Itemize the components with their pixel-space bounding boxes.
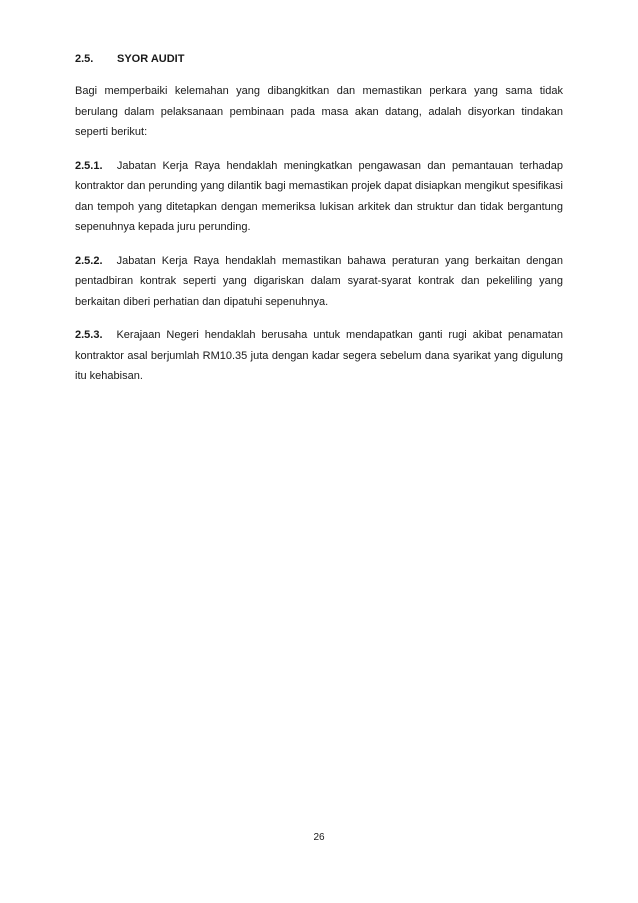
section-title: SYOR AUDIT [117, 53, 185, 65]
recommendation-number: 2.5.1. [75, 159, 103, 172]
intro-paragraph: Bagi memperbaiki kelemahan yang dibangkitkan dan memastikan perkara yang sama tidak berulang dalam pelaksanaan pembinaan pada masa akan datang, adalah disyorkan tindakan seperti berikut: [75, 85, 563, 138]
recommendation-paragraph [75, 325, 563, 387]
section-number: 2.5. [75, 53, 94, 65]
recommendation-number: 2.5.2. [75, 254, 103, 267]
document-body [75, 49, 563, 400]
recommendation-text: Jabatan Kerja Raya hendaklah memastikan bahawa peraturan yang berkaitan dengan pentadbiran kontrak seperti yang digariskan dalam syarat-syarat kontrak dan pekeliling yang berkaitan diberi perhatian dan dipatuhi sepenuhnya. [75, 254, 563, 308]
recommendation-text: Jabatan Kerja Raya hendaklah meningkatkan pengawasan dan pemantauan terhadap kontraktor dan perunding yang dilantik bagi memastikan projek dapat disiapkan mengikut spesifikasi dan tempoh yang ditetapkan dengan memeriksa lukisan arkitek dan struktur dan tidak bergantung sepenuhnya kepada juru perunding. [75, 159, 564, 233]
recommendation-text: Kerajaan Negeri hendaklah berusaha untuk mendapatkan ganti rugi akibat penamatan kontraktor asal berjumlah RM10.35 juta dengan kadar segera sebelum dana syarikat yang digulung itu kehabisan. [75, 329, 563, 382]
recommendation-number: 2.5.3. [75, 329, 103, 341]
recommendation-paragraph [75, 251, 563, 313]
recommendation-paragraph [75, 156, 563, 238]
section-heading [75, 49, 563, 69]
page-number: 26 [313, 832, 325, 843]
